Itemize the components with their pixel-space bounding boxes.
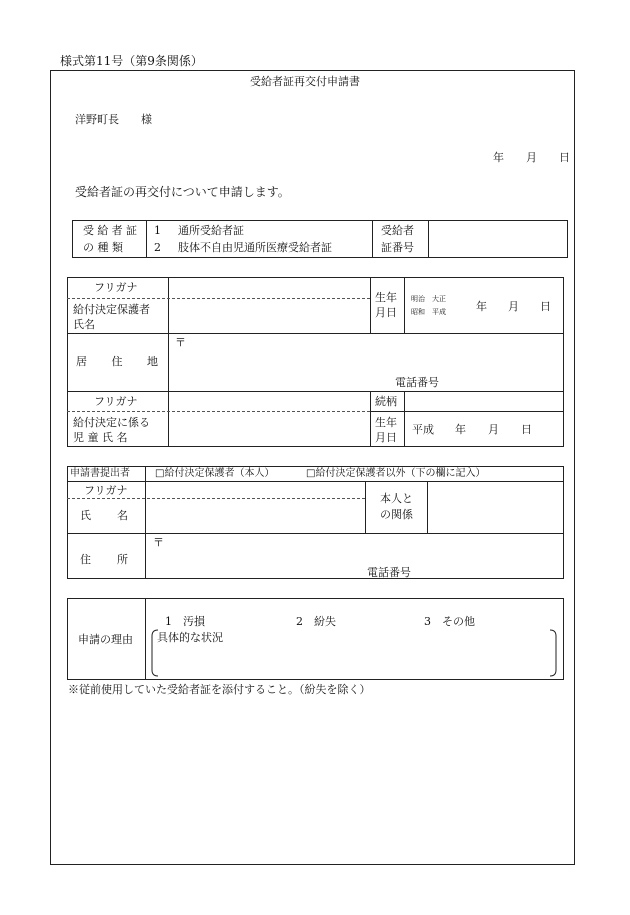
date-year-label: 年 <box>493 151 504 164</box>
reason-option-1: 1 汚損 <box>165 615 205 628</box>
guardian-birth-label-2: 月日 <box>375 306 397 319</box>
cert-option-1-text: 通所受給者証 <box>178 224 244 237</box>
child-birth-month: 月 <box>488 423 499 436</box>
footnote: ※従前使用していた受給者証を添付すること。（紛失を除く） <box>68 683 371 696</box>
era-taisho: 大正 <box>432 295 446 303</box>
cert-option-2-text: 肢体不自由児通所医療受給者証 <box>178 241 332 254</box>
submitter-relation-label-1: 本人と <box>380 492 413 505</box>
guardian-furigana-label: フリガナ <box>94 281 138 294</box>
guardian-birth-month: 月 <box>508 300 519 313</box>
child-birth-label-2: 月日 <box>375 431 397 444</box>
submitter-label: 申請書提出者 <box>70 468 130 479</box>
reason-option-3: 3 その他 <box>424 615 475 628</box>
child-name-label-1: 給付決定に係る <box>73 416 150 429</box>
cert-option-2-num: 2 <box>154 241 161 254</box>
cert-number-label-1: 受給者 <box>381 224 414 237</box>
guardian-birth-label-1: 生年 <box>375 291 397 304</box>
submitter-option-self[interactable]: □給付決定保護者（本人） <box>155 468 275 479</box>
reason-detail-label: 具体的な状況 <box>157 631 223 644</box>
form-title: 受給者証再交付申請書 <box>250 75 360 88</box>
cert-type-label-1: 受 給 者 証 <box>83 224 137 237</box>
intro-text: 受給者証の再交付について申請します。 <box>75 185 290 199</box>
reason-option-2: 2 紛失 <box>296 615 336 628</box>
cert-number-label-2: 証番号 <box>381 241 414 254</box>
relation-label: 続柄 <box>375 395 397 408</box>
guardian-birth-day: 日 <box>540 300 551 313</box>
child-birth-label-1: 生年 <box>375 416 397 429</box>
era-meiji: 明治 <box>411 295 425 303</box>
cert-option-1-num: 1 <box>154 224 161 237</box>
era-showa: 昭和 <box>411 308 425 316</box>
residence-phone-label: 電話番号 <box>395 376 439 389</box>
submitter-phone-label: 電話番号 <box>367 566 411 579</box>
reason-label: 申請の理由 <box>78 633 133 646</box>
cert-type-label-2: の 種 類 <box>83 241 123 254</box>
child-birth-era: 平成 <box>412 423 434 436</box>
residence-postal-mark: 〒 <box>175 336 186 349</box>
submitter-table <box>67 466 564 579</box>
submitter-relation-label-2: の関係 <box>380 508 413 521</box>
submitter-address-label: 住 所 <box>80 553 128 566</box>
guardian-name-label-1: 給付決定保護者 <box>73 303 150 316</box>
submitter-option-other[interactable]: □給付決定保護者以外（下の欄に記入） <box>306 468 486 479</box>
guardian-birth-year: 年 <box>476 300 487 313</box>
addressee-name: 洋野町長 <box>75 113 119 126</box>
form-number: 様式第11号（第9条関係） <box>60 54 203 68</box>
guardian-name-label-2: 氏名 <box>73 318 95 331</box>
submitter-furigana-label: フリガナ <box>84 484 128 497</box>
addressee-honorific: 様 <box>141 113 152 126</box>
submitter-postal-mark: 〒 <box>153 536 164 549</box>
right-bracket-shape <box>550 630 556 676</box>
date-month-label: 月 <box>526 151 537 164</box>
child-name-label-2: 児 童 氏 名 <box>73 431 128 444</box>
child-furigana-label: フリガナ <box>94 395 138 408</box>
residence-label: 居 住 地 <box>76 355 158 368</box>
child-birth-day: 日 <box>521 423 532 436</box>
date-day-label: 日 <box>559 151 570 164</box>
child-birth-year: 年 <box>455 423 466 436</box>
submitter-name-label: 氏 名 <box>80 509 128 522</box>
era-heisei: 平成 <box>432 308 446 316</box>
